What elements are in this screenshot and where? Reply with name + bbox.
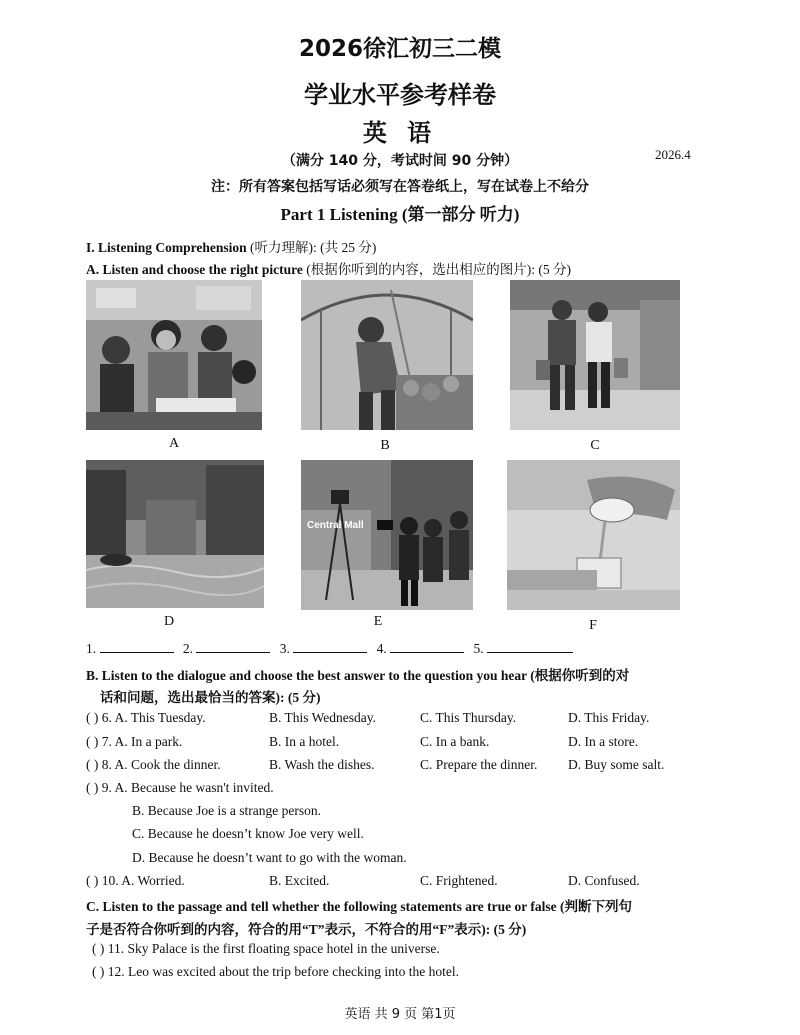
q8-option-a: ( ) 8. A. Cook the dinner. xyxy=(86,757,221,772)
q10-option-a: ( ) 10. A. Worried. xyxy=(86,873,185,888)
q7-option-b: B. In a hotel. xyxy=(269,734,340,749)
blank-2-label: 2. xyxy=(182,641,193,656)
q7-option-c: C. In a bank. xyxy=(420,734,490,749)
sectionA-label: A. Listen and choose the right picture xyxy=(86,262,303,277)
q8-option-c: C. Prepare the dinner. xyxy=(420,757,538,772)
q6-option-a: ( ) 6. A. This Tuesday. xyxy=(86,710,206,725)
picture-e-film-crew xyxy=(301,460,473,610)
exam-note: 注：所有答案包括写话必须写在答卷纸上，写在试卷上不给分 xyxy=(211,179,589,195)
q9-option-d: D. Because he doesn’t want to go with the woman. xyxy=(132,850,407,865)
picture-c-label: C xyxy=(590,438,600,453)
q6-option-c: C. This Thursday. xyxy=(420,710,517,725)
answer-blank-2[interactable] xyxy=(196,640,270,653)
q11-statement: ( ) 11. Sky Palace is the first floating space hotel in the universe. xyxy=(92,941,440,956)
sectionC-heading xyxy=(86,895,632,915)
picture-b-greenhouse xyxy=(301,280,473,430)
answer-blank-3[interactable] xyxy=(293,640,367,653)
q7-option-a: ( ) 7. A. In a park. xyxy=(86,734,183,749)
sectionC-heading-cont: 子是否符合你听到的内容，符合的用“T”表示，不符合的用“F”表示): (5 分) xyxy=(86,922,527,937)
sectionB-heading-cont: 话和问题，选出最恰当的答案): (5 分) xyxy=(100,690,321,705)
page-footer: 英语 共 9 页 第1页 xyxy=(344,1007,456,1022)
blank-1-label: 1. xyxy=(86,641,97,656)
blank-4-label: 4. xyxy=(376,641,387,656)
exam-title: 2026徐汇初三二模 xyxy=(298,36,501,62)
picture-f-pouring-water xyxy=(507,460,680,610)
sectionB-label-cn1: (根据你听到的对 xyxy=(526,668,630,683)
sectionB-heading xyxy=(86,664,629,684)
q10-option-c: C. Frightened. xyxy=(420,873,498,888)
mall-sign: Central Mall xyxy=(307,520,364,531)
answer-blank-5[interactable] xyxy=(487,640,573,653)
picture-a-label: A xyxy=(168,436,180,451)
exam-info: （满分 140 分，考试时间 90 分钟） xyxy=(281,153,519,169)
sectionB-label: B. Listen to the dialogue and choose the best answer to the question you hear xyxy=(86,668,527,683)
exam-date: 2026.4 xyxy=(655,147,691,162)
q7-option-d: D. In a store. xyxy=(568,734,639,749)
q12-statement: ( ) 12. Leo was excited about the trip before checking into the hotel. xyxy=(92,964,459,979)
section1-heading xyxy=(86,236,376,256)
picture-a-classroom xyxy=(86,280,262,430)
q9-option-a: ( ) 9. A. Because he wasn't invited. xyxy=(86,780,274,795)
q9-option-b: B. Because Joe is a strange person. xyxy=(132,803,321,818)
q10-option-d: D. Confused. xyxy=(568,873,640,888)
q6-option-d: D. This Friday. xyxy=(568,710,650,725)
exam-subtitle: 学业水平参考样卷 xyxy=(304,81,496,109)
picture-b-label: B xyxy=(380,438,390,453)
answer-blank-1[interactable] xyxy=(100,640,174,653)
q6-option-b: B. This Wednesday. xyxy=(269,710,377,725)
part1-heading: Part 1 Listening (第一部分 听力) xyxy=(280,205,520,224)
sectionC-label-cn1: (判断下列句 xyxy=(556,899,632,914)
picture-d-label: D xyxy=(163,614,175,629)
picture-f-label: F xyxy=(589,618,597,633)
q10-option-b: B. Excited. xyxy=(269,873,330,888)
sectionC-label: C. Listen to the passage and tell whether the following statements are true or false xyxy=(86,899,557,914)
blank-5-label: 5. xyxy=(473,641,484,656)
q8-option-d: D. Buy some salt. xyxy=(568,757,665,772)
q9-option-c: C. Because he doesn’t know Joe very well. xyxy=(132,826,364,841)
answer-blanks-row xyxy=(86,640,573,657)
sectionA-heading xyxy=(86,258,571,278)
sectionA-label-cn: (根据你听到的内容，选出相应的图片): (5 分) xyxy=(302,262,571,277)
picture-d-flooded-street xyxy=(86,460,264,608)
q8-option-b: B. Wash the dishes. xyxy=(269,757,375,772)
picture-c-shopping xyxy=(510,280,680,430)
subject-title: 英 语 xyxy=(362,119,438,147)
answer-blank-4[interactable] xyxy=(390,640,464,653)
picture-e-label: E xyxy=(373,614,383,629)
blank-3-label: 3. xyxy=(279,641,290,656)
section1-label-cn: (听力理解): (共 25 分) xyxy=(246,240,377,255)
section1-label: I. Listening Comprehension xyxy=(86,240,247,255)
